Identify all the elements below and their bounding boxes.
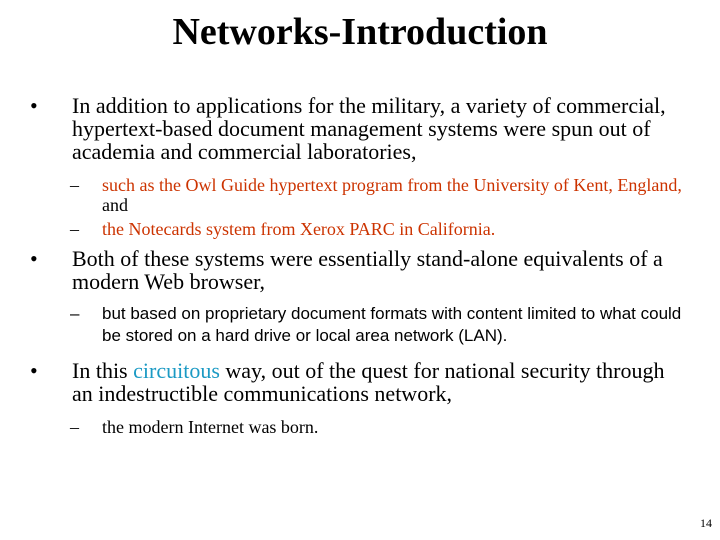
bullet-3 xyxy=(30,359,690,405)
bullet-2-text: Both of these systems were essentially stand-alone equivalents of a modern Web browser, xyxy=(72,246,663,294)
subbullet-3-1 xyxy=(30,417,690,437)
bullet-3-highlight: circuitous xyxy=(133,358,220,383)
subbullet-1-1-highlight: such as the Owl Guide hypertext program from the University of Kent, England, xyxy=(102,175,682,195)
subbullet-1-2 xyxy=(30,219,690,239)
dash-marker: – xyxy=(70,175,79,195)
subbullet-2-1 xyxy=(30,303,690,347)
bullet-marker: • xyxy=(30,358,38,383)
bullet-1 xyxy=(30,94,690,163)
slide-title: Networks-Introduction xyxy=(172,11,548,53)
page-number: 14 xyxy=(700,516,712,530)
subbullet-2-1-text: but based on proprietary document formats with content limited to what could be stored on a hard drive or local area network (LAN). xyxy=(102,304,682,345)
dash-marker: – xyxy=(70,304,80,323)
dash-marker: – xyxy=(70,219,79,239)
slide-body xyxy=(30,90,690,437)
subbullet-1-2-highlight: the Notecards system from Xerox PARC in California. xyxy=(102,219,496,239)
bullet-2 xyxy=(30,247,690,293)
bullet-marker: • xyxy=(30,93,38,118)
subbullet-1-1 xyxy=(30,175,690,215)
bullet-3-text-before: In this xyxy=(72,358,134,383)
dash-marker: – xyxy=(70,417,79,437)
subbullet-3-1-text: the modern Internet was born. xyxy=(102,417,319,437)
bullet-1-text: In addition to applications for the military, a variety of commercial, hypertext-based document management systems were spun out of academia and commercial laboratories, xyxy=(72,93,666,164)
bullet-marker: • xyxy=(30,246,38,271)
bullet-3-text-after: way, out of the quest for national security through an indestructible communications network, xyxy=(72,358,665,406)
subbullet-1-1-tail: and xyxy=(102,195,128,215)
